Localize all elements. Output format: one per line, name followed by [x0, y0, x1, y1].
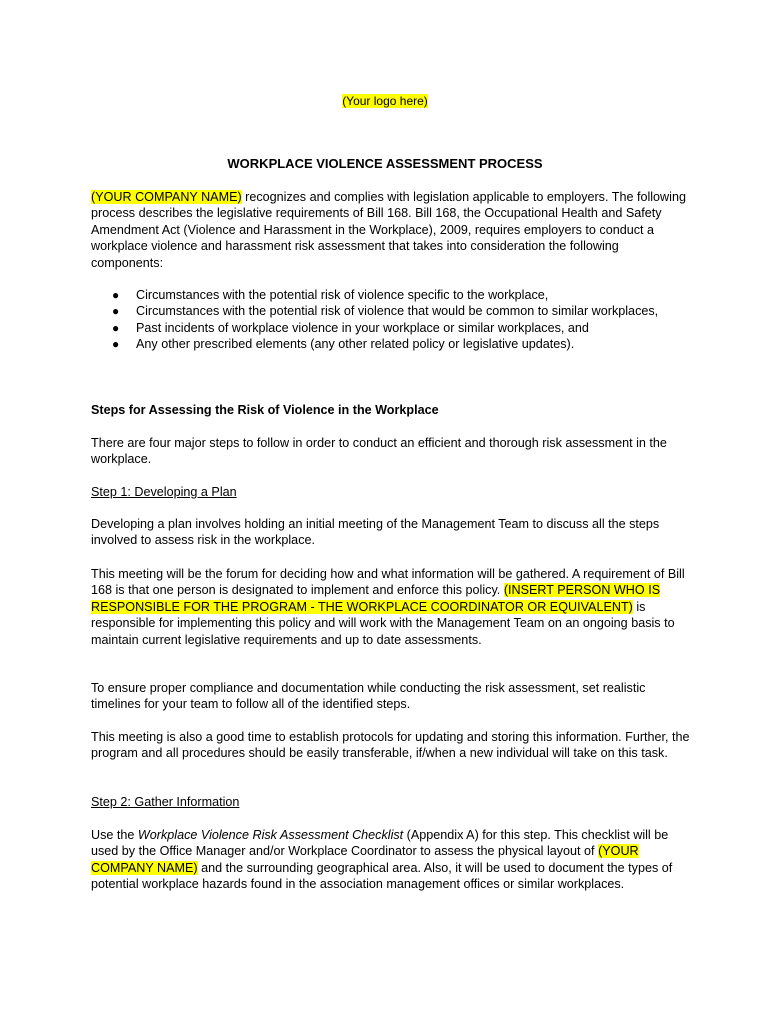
components-list [91, 287, 691, 353]
intro-text: recognizes and complies with legislation applicable to employers. The following process describes the legislative requirements of Bill 168. Bill 168, the Occupational Health and Safety Amendment Act (Violence and Harassment in the Workplace), 2009, requires employers to conduct a workplace violence and harassment risk assessment that takes into consideration the following components: [91, 190, 686, 270]
list-item: ● Any other prescribed elements (any other related policy or legislative updates). [112, 337, 575, 352]
step1-paragraph-1: Developing a plan involves holding an initial meeting of the Management Team to discuss all the steps involved to assess risk in the workplace. [91, 517, 660, 548]
checklist-title: Workplace Violence Risk Assessment Checklist [137, 828, 404, 842]
section-heading: Steps for Assessing the Risk of Violence in the Workplace [91, 403, 439, 417]
logo-text: (Your logo here) [342, 94, 428, 108]
company-name-placeholder: (YOUR COMPANY NAME) [91, 190, 242, 204]
step1-paragraph-4: This meeting is also a good time to establish protocols for updating and storing this information. Further, the program and all procedures should be easily transferable, if/when a new individual will take on this task. [91, 730, 690, 761]
intro-paragraph [91, 189, 691, 271]
list-item: ● Past incidents of workplace violence in your workplace or similar workplaces, and [112, 320, 589, 335]
bullet-icon: ● [112, 337, 120, 352]
step2-paragraph-1: Use the Workplace Violence Risk Assessment Checklist (Appendix A) for this step. This checklist will be used by the Office Manager and/or Workplace Coordinator to assess the physical layout of (YOUR COMPANY NAME) and the surrounding geographical area. Also, it will be used to document the types of potential workplace hazards found in the association management offices or similar workplaces. [91, 828, 673, 892]
step2-heading: Step 2: Gather Information [91, 795, 240, 809]
bullet-icon: ● [112, 320, 120, 335]
step1-paragraph-3: To ensure proper compliance and documentation while conducting the risk assessment, set realistic timelines for your team to follow all of the identified steps. [91, 681, 646, 712]
responsible-person-placeholder: (INSERT PERSON WHO IS RESPONSIBLE FOR THE PROGRAM - THE WORKPLACE COORDINATOR OR EQUIVALENT) [91, 583, 661, 614]
list-item: ● Circumstances with the potential risk of violence specific to the workplace, [112, 288, 549, 302]
step1-heading: Step 1: Developing a Plan [91, 485, 237, 499]
list-item: ● Circumstances with the potential risk of violence that would be common to similar workplaces, [112, 304, 659, 319]
company-name-placeholder: (YOUR COMPANY NAME) [91, 844, 639, 875]
logo-placeholder [0, 93, 770, 109]
step1-paragraph-2: This meeting will be the forum for deciding how and what information will be gathered. A requirement of Bill 168 is that one person is designated to implement and enforce this policy. (INSERT PERSON WHO IS RESPONSIBLE FOR THE PROGRAM - THE WORKPLACE COORDINATOR OR EQUIVALENT) is responsible for implementing this policy and will work with the Management Team on an ongoing basis to maintain current legislative requirements and up to date assessments. [91, 567, 685, 647]
bullet-icon: ● [112, 304, 120, 319]
section-intro-paragraph: There are four major steps to follow in order to conduct an efficient and thorough risk assessment in the workplace. [91, 436, 667, 467]
bullet-icon: ● [112, 288, 120, 302]
document-title: WORKPLACE VIOLENCE ASSESSMENT PROCESS [227, 156, 543, 171]
